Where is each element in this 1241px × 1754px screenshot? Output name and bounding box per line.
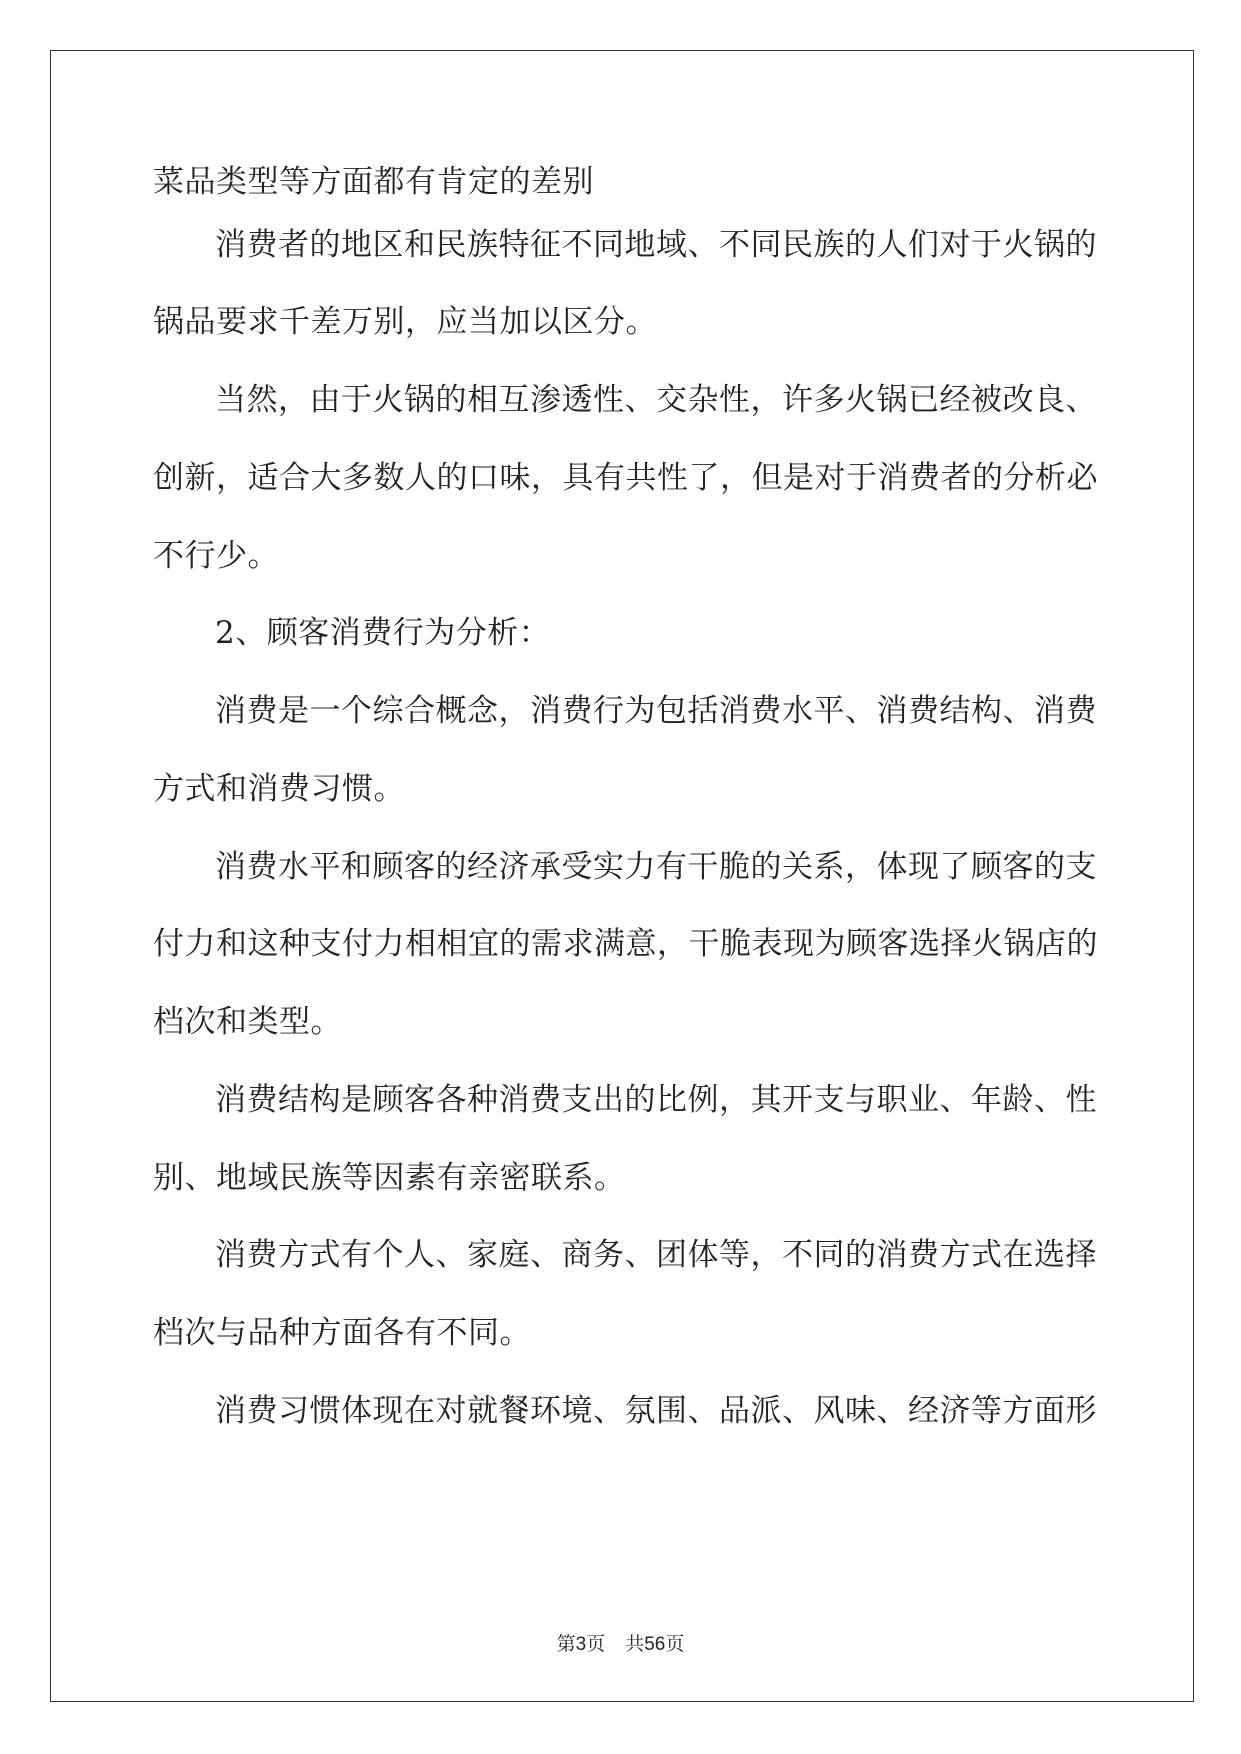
text-line: 不行少。 [153,538,279,574]
paragraph-line: 当然，由于火锅的相互渗透性、交杂性，许多火锅已经被改良、 [215,382,1097,418]
text-line: 方式和消费习惯。 [153,771,405,807]
paragraph-line: 消费者的地区和民族特征不同地域、不同民族的人们对于火锅的 [215,227,1097,263]
section-heading: 2、顾客消费行为分析： [215,615,551,651]
text-line: 菜品类型等方面都有肯定的差别 [153,164,594,200]
text-line: 付力和这种支付力相相宜的需求满意，干脆表现为顾客选择火锅店的 [153,926,1098,962]
text-line: 创新，适合大多数人的口味，具有共性了，但是对于消费者的分析必 [153,460,1098,496]
text-line: 档次和类型。 [153,1004,342,1040]
page-footer [0,1629,1241,1656]
page-suffix: 页 [586,1633,606,1655]
page-number: 3 [575,1634,587,1655]
paragraph-line: 消费方式有个人、家庭、商务、团体等，不同的消费方式在选择 [215,1237,1097,1273]
page-prefix: 第 [556,1633,576,1655]
paragraph-line: 消费习惯体现在对就餐环境、氛围、品派、风味、经济等方面形 [215,1393,1097,1429]
total-suffix: 页 [665,1633,685,1655]
paragraph-line: 消费水平和顾客的经济承受实力有干脆的关系，体现了顾客的支 [215,849,1097,885]
total-pages: 56 [644,1634,666,1655]
paragraph-line: 消费是一个综合概念，消费行为包括消费水平、消费结构、消费 [215,693,1097,729]
text-line: 档次与品种方面各有不同。 [153,1315,531,1351]
text-line: 锅品要求千差万别，应当加以区分。 [153,304,657,340]
paragraph-line: 消费结构是顾客各种消费支出的比例，其开支与职业、年龄、性 [215,1082,1097,1118]
total-prefix: 共 [625,1633,645,1655]
text-line: 别、地域民族等因素有亲密联系。 [153,1160,626,1196]
